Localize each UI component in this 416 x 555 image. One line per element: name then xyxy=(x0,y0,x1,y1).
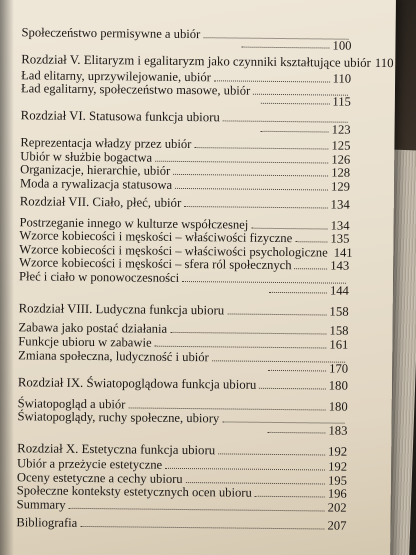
toc-chapter: Rozdział VI. Statusowa funkcja ubioru xyxy=(21,107,351,126)
toc-entry: Reprezentacja władzy przez ubiór 125 xyxy=(20,135,351,153)
toc-entry: Ubiór a przeżycie estetyczne 192 xyxy=(16,456,348,474)
page-shadow xyxy=(0,0,14,555)
toc-entry: Zmiana społeczna, ludyczność i ubiór xyxy=(18,347,348,366)
toc-entry: Wzorce kobiecości i męskości – właściwości psychologiczne 141 xyxy=(19,242,353,260)
toc-entry: Światopogląd a ubiór 180 xyxy=(17,396,348,414)
toc-chapter: Rozdział VIII. Ludyczna funkcja ubioru 158 xyxy=(18,301,349,319)
toc-entry: Zabawa jako postać działania 158 xyxy=(18,320,349,338)
toc-entry: Ład egalitarny, społeczeństwo masowe, ubiór xyxy=(21,80,351,99)
toc-entry: Summary 202 xyxy=(16,497,347,515)
toc-entry: Ład elitarny, uprzywilejowanie, ubiór 110 xyxy=(21,68,352,86)
toc-chapter: Rozdział X. Estetyczna funkcja ubioru 192 xyxy=(17,441,348,459)
toc-entry: Bibliografia 207 xyxy=(16,515,347,533)
toc-chapter: Rozdział V. Elitaryzm i egalitaryzm jako czynniki kształtujące ubiór 110 xyxy=(21,52,394,71)
toc-chapter: Rozdział IX. Światopoglądowa funkcja ubioru 180 xyxy=(17,375,348,393)
toc-page-line: 100 xyxy=(21,34,351,53)
toc-entry: Społeczeństwo permisywne a ubiór xyxy=(21,24,351,43)
toc-chapter: Rozdział VII. Ciało, płeć, ubiór 134 xyxy=(19,194,350,212)
toc-page-line: 170 xyxy=(18,357,348,376)
toc-entry: Organizacje, hierarchie, ubiór 128 xyxy=(20,162,351,180)
toc-page-line: 183 xyxy=(17,419,347,438)
toc-page-line: 115 xyxy=(21,90,351,109)
toc-page-line: 123 xyxy=(21,118,351,137)
toc-entry: Funkcje ubioru w zabawie 161 xyxy=(18,334,349,352)
toc-entry: Społeczne konteksty estetycznych ocen ubioru 196 xyxy=(16,483,347,501)
toc-entry: Moda a rywalizacja statusowa 129 xyxy=(19,176,351,194)
toc-entry: Płeć i ciało w ponowoczesności xyxy=(19,268,349,287)
toc-entry: Wzorce kobiecości i męskości – sfera ról społecznych 143 xyxy=(19,255,350,273)
toc-entry: Postrzeganie innego w kulturze współczesnej 134 xyxy=(19,215,350,233)
toc-entry: Oceny estetyczne a cechy ubioru 195 xyxy=(16,470,347,488)
toc-entry: Wzorce kobiecości i męskości – właściwości fizyczne 135 xyxy=(19,228,350,246)
toc-entry: Światopoglądy, ruchy społeczne, ubiory xyxy=(17,408,347,427)
toc-entry: Ubiór w służbie bogactwa 126 xyxy=(20,149,351,167)
toc-page-line: 144 xyxy=(19,279,349,298)
